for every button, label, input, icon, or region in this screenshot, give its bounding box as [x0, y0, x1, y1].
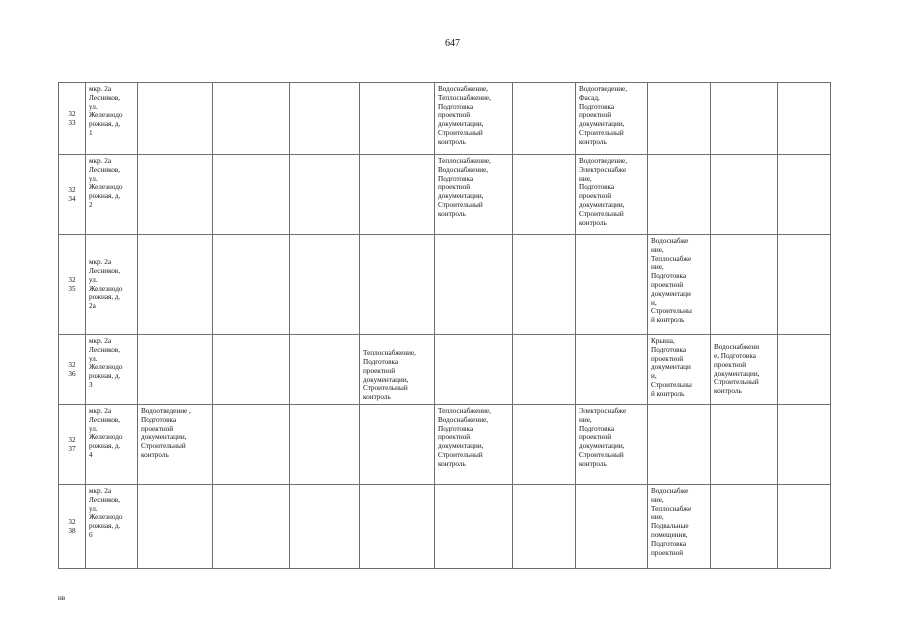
work-cell — [213, 485, 290, 569]
work-cell — [513, 485, 576, 569]
table-row — [59, 155, 831, 235]
work-cell: Водоотведение , Подготовка проектной документации, Строительный контроль — [138, 405, 213, 485]
work-cell — [213, 335, 290, 405]
work-cell — [213, 155, 290, 235]
work-cell — [138, 83, 213, 155]
work-cell — [778, 83, 831, 155]
address-cell: мкр. 2а Лесников, ул. Железнодо рожная, д. 6 — [86, 485, 138, 569]
work-schedule-table — [58, 82, 831, 569]
work-cell — [576, 235, 648, 335]
work-cell — [290, 405, 360, 485]
work-cell: Водоснабже ние, Теплоснабже ние, Подвальные помещения, Подготовка проектной — [648, 485, 711, 569]
work-cell — [290, 485, 360, 569]
table-row — [59, 335, 831, 405]
work-cell — [711, 485, 778, 569]
address-cell: мкр. 2а Лесников, ул. Железнодо рожная, д. 2 — [86, 155, 138, 235]
work-cell — [711, 405, 778, 485]
work-cell — [213, 235, 290, 335]
work-cell — [513, 335, 576, 405]
work-cell — [513, 155, 576, 235]
work-cell — [513, 235, 576, 335]
row-number: 32 35 — [59, 235, 86, 335]
row-number: 32 38 — [59, 485, 86, 569]
work-cell: Крыша, Подготовка проектной документаци и, Строительны й контроль — [648, 335, 711, 405]
table-row — [59, 405, 831, 485]
row-number: 32 36 — [59, 335, 86, 405]
work-cell — [648, 405, 711, 485]
work-cell — [778, 405, 831, 485]
work-cell — [213, 405, 290, 485]
work-cell — [435, 235, 513, 335]
work-cell — [290, 335, 360, 405]
table-row — [59, 83, 831, 155]
row-number: 32 37 — [59, 405, 86, 485]
address-cell: мкр. 2а Лесников, ул. Железнодо рожная, д. 4 — [86, 405, 138, 485]
row-number: 32 34 — [59, 155, 86, 235]
work-cell — [290, 83, 360, 155]
work-cell — [648, 155, 711, 235]
work-cell: Теплоснабжение, Водоснабжение, Подготовка проектной документации, Строительный контроль — [435, 155, 513, 235]
work-cell: Водоснабже ние, Теплоснабже ние, Подготовка проектной документаци и, Строительны й контроль — [648, 235, 711, 335]
work-cell — [711, 83, 778, 155]
work-cell — [435, 335, 513, 405]
work-cell — [435, 485, 513, 569]
work-cell — [138, 335, 213, 405]
work-cell — [648, 83, 711, 155]
work-cell — [576, 485, 648, 569]
work-cell: Водоотведение, Электроснабже ние, Подготовка проектной документации, Строительный контроль — [576, 155, 648, 235]
work-cell — [513, 83, 576, 155]
work-cell — [138, 155, 213, 235]
work-cell: Водоотведение, Фасад, Подготовка проектной документации, Строительный контроль — [576, 83, 648, 155]
work-cell: Теплоснабжение, Водоснабжение, Подготовка проектной документации, Строительный контроль — [435, 405, 513, 485]
row-number: 32 33 — [59, 83, 86, 155]
work-cell — [360, 235, 435, 335]
work-cell — [213, 83, 290, 155]
work-cell — [360, 405, 435, 485]
work-cell: Водоснабжение, Теплоснабжение, Подготовка проектной документации, Строительный контроль — [435, 83, 513, 155]
work-cell: Теплоснабжение, Подготовка проектной документации, Строительный контроль — [360, 335, 435, 405]
work-cell — [513, 405, 576, 485]
work-cell — [576, 335, 648, 405]
table-row — [59, 235, 831, 335]
work-cell — [778, 485, 831, 569]
work-cell — [711, 235, 778, 335]
page-number: 647 — [445, 38, 460, 49]
address-cell: мкр. 2а Лесников, ул. Железнодо рожная, д. 3 — [86, 335, 138, 405]
work-cell — [290, 155, 360, 235]
work-cell — [360, 83, 435, 155]
work-cell: Водоснабжени е, Подготовка проектной документации, Строительный контроль — [711, 335, 778, 405]
work-cell — [778, 235, 831, 335]
work-cell — [778, 155, 831, 235]
work-cell — [138, 485, 213, 569]
work-cell — [360, 485, 435, 569]
work-cell: Электроснабже ние, Подготовка проектной документации, Строительный контроль — [576, 405, 648, 485]
footer-mark: нв — [58, 594, 66, 602]
table-row — [59, 485, 831, 569]
work-cell — [138, 235, 213, 335]
work-cell — [360, 155, 435, 235]
address-cell: мкр. 2а Лесников, ул. Железнодо рожная, д. 1 — [86, 83, 138, 155]
work-cell — [290, 235, 360, 335]
work-cell — [711, 155, 778, 235]
work-cell — [778, 335, 831, 405]
address-cell: мкр. 2а Лесников, ул. Железнодо рожная, д. 2а — [86, 235, 138, 335]
